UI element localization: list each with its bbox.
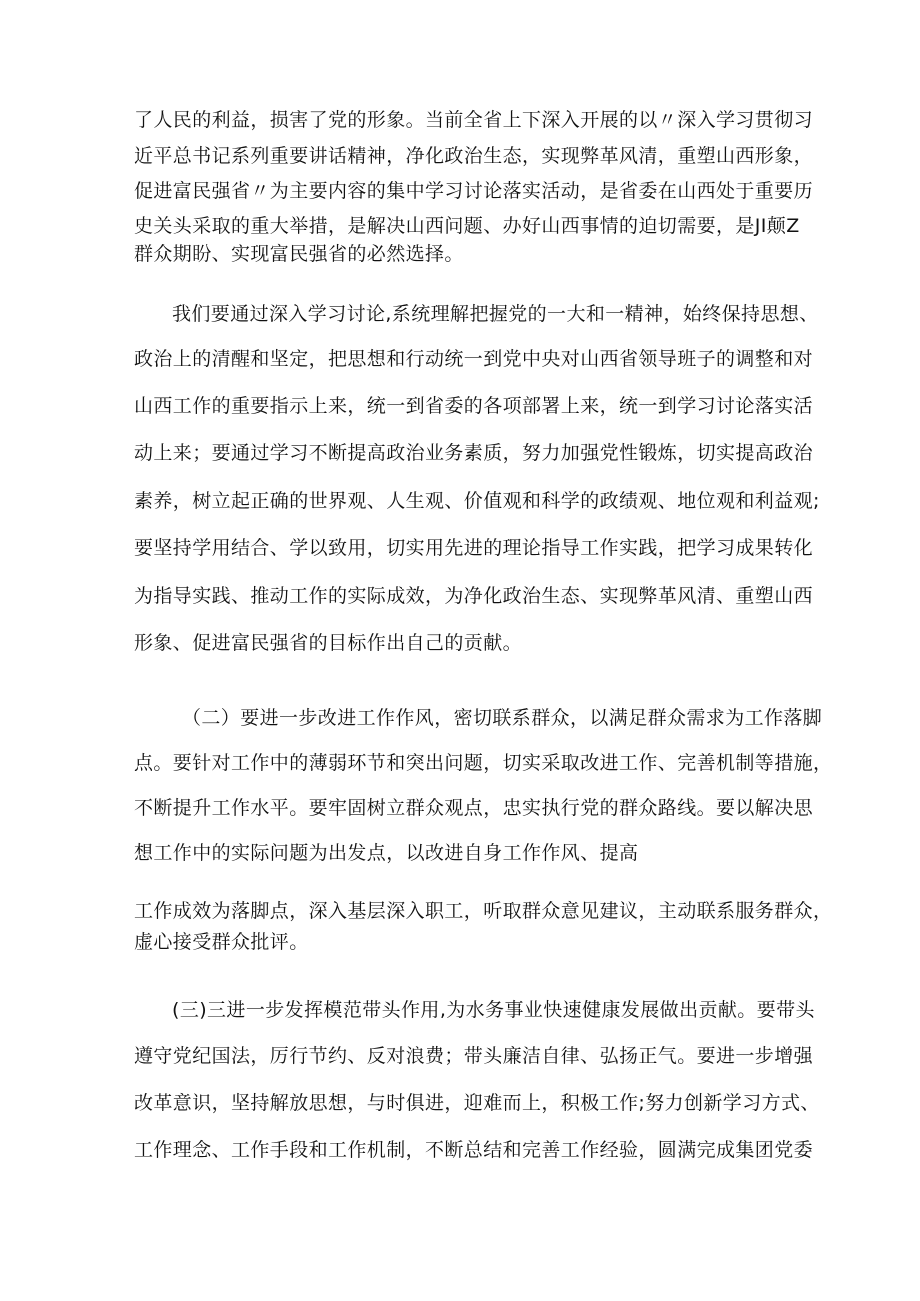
text-line: 遵守党纪国法，厉行节约、反对浪费；带头廉洁自律、弘扬正气。要进一步增强 bbox=[134, 1045, 814, 1067]
text-line: 不断提升工作水平。要牢固树立群众观点，忠实执行党的群众路线。要以解决思 bbox=[134, 797, 814, 819]
text-line: (三)三进一步发挥模范带头作用,为水务事业快速健康发展做出贡献。要带头 bbox=[172, 999, 815, 1021]
text-line: 山西工作的重要指示上来，统一到省委的各项部署上来，统一到学习讨论落实活 bbox=[134, 395, 814, 417]
text-line: 工作理念、工作手段和工作机制，不断总结和完善工作经验，圆满完成集团党委 bbox=[134, 1139, 814, 1161]
text-line: 素养，树立起正确的世界观、人生观、价值观和科学的政绩观、地位观和利益观; bbox=[134, 490, 820, 512]
text-line: 群众期盼、实现富民强省的必然选择。 bbox=[134, 243, 464, 265]
text-line: 虚心接受群众批评。 bbox=[134, 931, 309, 953]
text-line: 工作成效为落脚点，深入基层深入职工，听取群众意见建议，主动联系服务群众， bbox=[134, 900, 833, 922]
text-line: 要坚持学用结合、学以致用，切实用先进的理论指导工作实践，把学习成果转化 bbox=[134, 537, 814, 559]
text-line: 改革意识，坚持解放思想，与时俱进，迎难而上，积极工作;努力创新学习方式、 bbox=[134, 1092, 820, 1114]
text-line: （二）要进一步改进工作作风，密切联系群众，以满足群众需求为工作落脚 bbox=[182, 707, 823, 729]
text-line: 近平总书记系列重要讲话精神，净化政治生态，实现弊革风清，重塑山西形象， bbox=[134, 145, 814, 167]
text-line: 点。要针对工作中的薄弱环节和突出问题，切实采取改进工作、完善机制等措施， bbox=[134, 752, 833, 774]
text-line: 史关头采取的重大举措，是解决山西问题、办好山西事情的迫切需要，是JI颠Z bbox=[134, 215, 800, 237]
text-line: 想工作中的实际问题为出发点，以改进自身工作作风、提高 bbox=[134, 842, 639, 864]
text-line: 促进富民强省〃为主要内容的集中学习讨论落实活动，是省委在山西处于重要历 bbox=[134, 180, 814, 202]
text-line: 政治上的清醒和坚定，把思想和行动统一到党中央对山西省领导班子的调整和对 bbox=[134, 348, 814, 370]
text-line: 动上来；要通过学习不断提高政治业务素质，努力加强党性锻炼，切实提高政治 bbox=[134, 442, 814, 464]
text-line: 我们要通过深入学习讨论,系统理解把握党的一大和一精神，始终保持思想、 bbox=[172, 303, 819, 325]
text-line: 形象、促进富民强省的目标作出自己的贡献。 bbox=[134, 632, 523, 654]
text-line: 为指导实践、推动工作的实际成效，为净化政治生态、实现弊革风清、重塑山西 bbox=[134, 585, 814, 607]
text-line: 了人民的利益，损害了党的形象。当前全省上下深入开展的以〃深入学习贯彻习 bbox=[134, 109, 814, 131]
